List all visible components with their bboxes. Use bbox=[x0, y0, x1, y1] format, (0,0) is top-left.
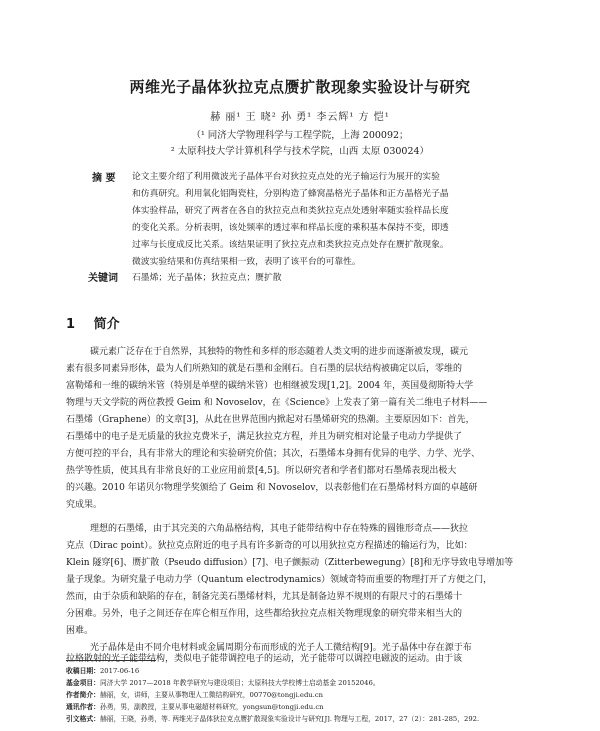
footnote-label: 作者简介： bbox=[66, 691, 100, 699]
body-line: 碳元素广泛存在于自然界，其独特的物性和多样的形态随着人类文明的进步而逐渐被发现，碳元 bbox=[90, 347, 469, 357]
abstract-line: 体实验样品，研究了两者在各自的狄拉克点和类狄拉克点处透射率随实验样品长度 bbox=[132, 206, 449, 216]
body-line: 究成果。 bbox=[66, 500, 103, 510]
abstract-line: 和仿真研究。利用氧化铝陶瓷柱，分别构造了蜂窝晶格光子晶体和正方晶格光子晶 bbox=[132, 189, 449, 199]
affiliation-2: ² 太原科技大学计算机科学与技术学院，山西 太原 030024） bbox=[170, 146, 430, 157]
footnote-text: 孙勇，男，副教授，主要从事电磁超材料研究，yongsun@tongji.edu.cn bbox=[99, 703, 324, 711]
footnote-label: 引文格式： bbox=[66, 715, 100, 723]
abstract-line: 过率与长度成反比关系。该结果证明了狄拉克点和类狄拉克点处存在赝扩散现象。 bbox=[132, 240, 449, 250]
body-line: 光子晶体是由不同介电材料或金属周期分布而形成的光子人工微结构[9]。光子晶体中存在源于布 bbox=[90, 643, 472, 653]
abstract-line: 微波实验结果和仿真结果相一致，表明了该平台的可靠性。 bbox=[132, 257, 361, 267]
body-line: 石墨烯（Graphene）的文章[3]，从此在世界范围内掀起对石墨烯研究的热潮。主要原因如下：首先， bbox=[66, 415, 475, 425]
footnote-label: 基金项目： bbox=[66, 679, 100, 687]
body-line: 热学等性质，使其具有非常良好的工业应用前景[4,5]。所以研究者和学者们都对石墨烯表现出极大 bbox=[66, 466, 457, 476]
footnote-text: 2017-06-16 bbox=[99, 667, 140, 675]
footnote-label: 通讯作者： bbox=[66, 703, 100, 711]
keywords-text: 石墨烯；光子晶体；狄拉克点；赝扩散 bbox=[132, 273, 282, 283]
body-line: 然而，由于杂质和缺陷的存在，制备完美石墨烯材料，尤其是制备边界不规则的有限尺寸的石墨烯十 bbox=[66, 592, 463, 602]
abstract-label: 摘 要 bbox=[92, 173, 116, 184]
abstract-line: 的变化关系。分析表明，该处频率的透过率和样品长度的乘积基本保持不变，即透 bbox=[132, 223, 449, 233]
keywords-label: 关键词 bbox=[88, 273, 118, 284]
body-line: 素有很多同素异形体，最为人们所熟知的就是石墨和金刚石。自石墨的层状结构被确定以后，零维的 bbox=[66, 364, 463, 374]
footnote bbox=[66, 701, 536, 711]
section-title: 简介 bbox=[93, 317, 120, 332]
footnote bbox=[66, 689, 536, 699]
body-line: 石墨烯中的电子是无质量的狄拉克费米子，满足狄拉克方程，并且为研究相对论量子电动力学提供了 bbox=[66, 432, 463, 442]
section-number: 1 bbox=[66, 317, 76, 332]
body-line: 困难。 bbox=[66, 626, 94, 636]
footnote bbox=[66, 665, 536, 675]
footnote-text: 赫丽，王晓，孙勇，等. 两维光子晶体狄拉克点赝扩散现象实验设计与研究[J]. 物理与工程，2017，27（2）：281-285，292. bbox=[99, 715, 480, 723]
body-line: 物理与天文学院的两位教授 Geim 和 Novoselov，在《Science》上发表了第一篇有关二维电子材料—— bbox=[66, 398, 488, 408]
footnote-label: 收稿日期： bbox=[66, 667, 100, 675]
footnote-divider bbox=[66, 660, 156, 661]
body-line: 理想的石墨烯，由于其完美的六角晶格结构，其电子能带结构中存在特殊的圆锥形奇点——狄拉 bbox=[90, 524, 469, 534]
body-line: 拉格散射的光子能带结构，类似电子能带调控电子的运动，光子能带可以调控电磁波的运动。由于该 bbox=[66, 654, 463, 664]
footnote bbox=[66, 713, 536, 723]
affiliation-1: （¹ 同济大学物理科学与工程学院，上海 200092； bbox=[191, 130, 409, 141]
body-line: 方便可控的平台，具有非常大的理论和实验研究价值；其次，石墨烯本身拥有优异的电学、力学、光学、 bbox=[66, 449, 481, 459]
body-line: 克点（Dirac point）。狄拉克点附近的电子具有许多新奇的可以用狄拉克方程描述的输运行为，比如： bbox=[66, 541, 473, 551]
section-heading bbox=[66, 313, 120, 332]
footnote-text: 同济大学 2017—2018 年教学研究与建设项目；太原科技大学校博士启动基金 20152046。 bbox=[99, 679, 380, 687]
body-line: 的兴趣。2010 年诺贝尔物理学奖颁给了 Geim 和 Novoselov，以表彰他们在石墨烯材料方面的卓越研 bbox=[66, 483, 478, 493]
author-list: 赫 丽¹ 王 晓² 孙 勇¹ 李云辉¹ 方 恺¹ bbox=[210, 112, 390, 123]
body-line: 量子现象。为研究量子电动力学（Quantum electrodynamics）领域奇特而重要的物理打开了方便之门， bbox=[66, 575, 493, 585]
footnote bbox=[66, 677, 536, 687]
abstract-line: 论文主要介绍了利用微波光子晶体平台对狄拉克点处的光子输运行为展开的实验 bbox=[132, 172, 440, 182]
body-line: 富勒烯和一维的碳纳米管（特别是单壁的碳纳米管）也相继被发现[1,2]。2004 年，英国曼彻斯特大学 bbox=[66, 381, 474, 391]
paper-title: 两维光子晶体狄拉克点赝扩散现象实验设计与研究 bbox=[129, 78, 471, 96]
footnote-text: 赫丽，女，讲师，主要从事物理人工微结构研究，00770@tongji.edu.cn bbox=[99, 691, 324, 699]
body-line: 分困难。另外，电子之间还存在库仑相互作用，这些都给狄拉克点相关物理现象的研究带来相当大的 bbox=[66, 609, 463, 619]
body-line: Klein 隧穿[6]、赝扩散（Pseudo diffusion）[7]、电子颤振动（Zitterbewegung）[8]和无序导致电导增加等 bbox=[66, 558, 514, 568]
